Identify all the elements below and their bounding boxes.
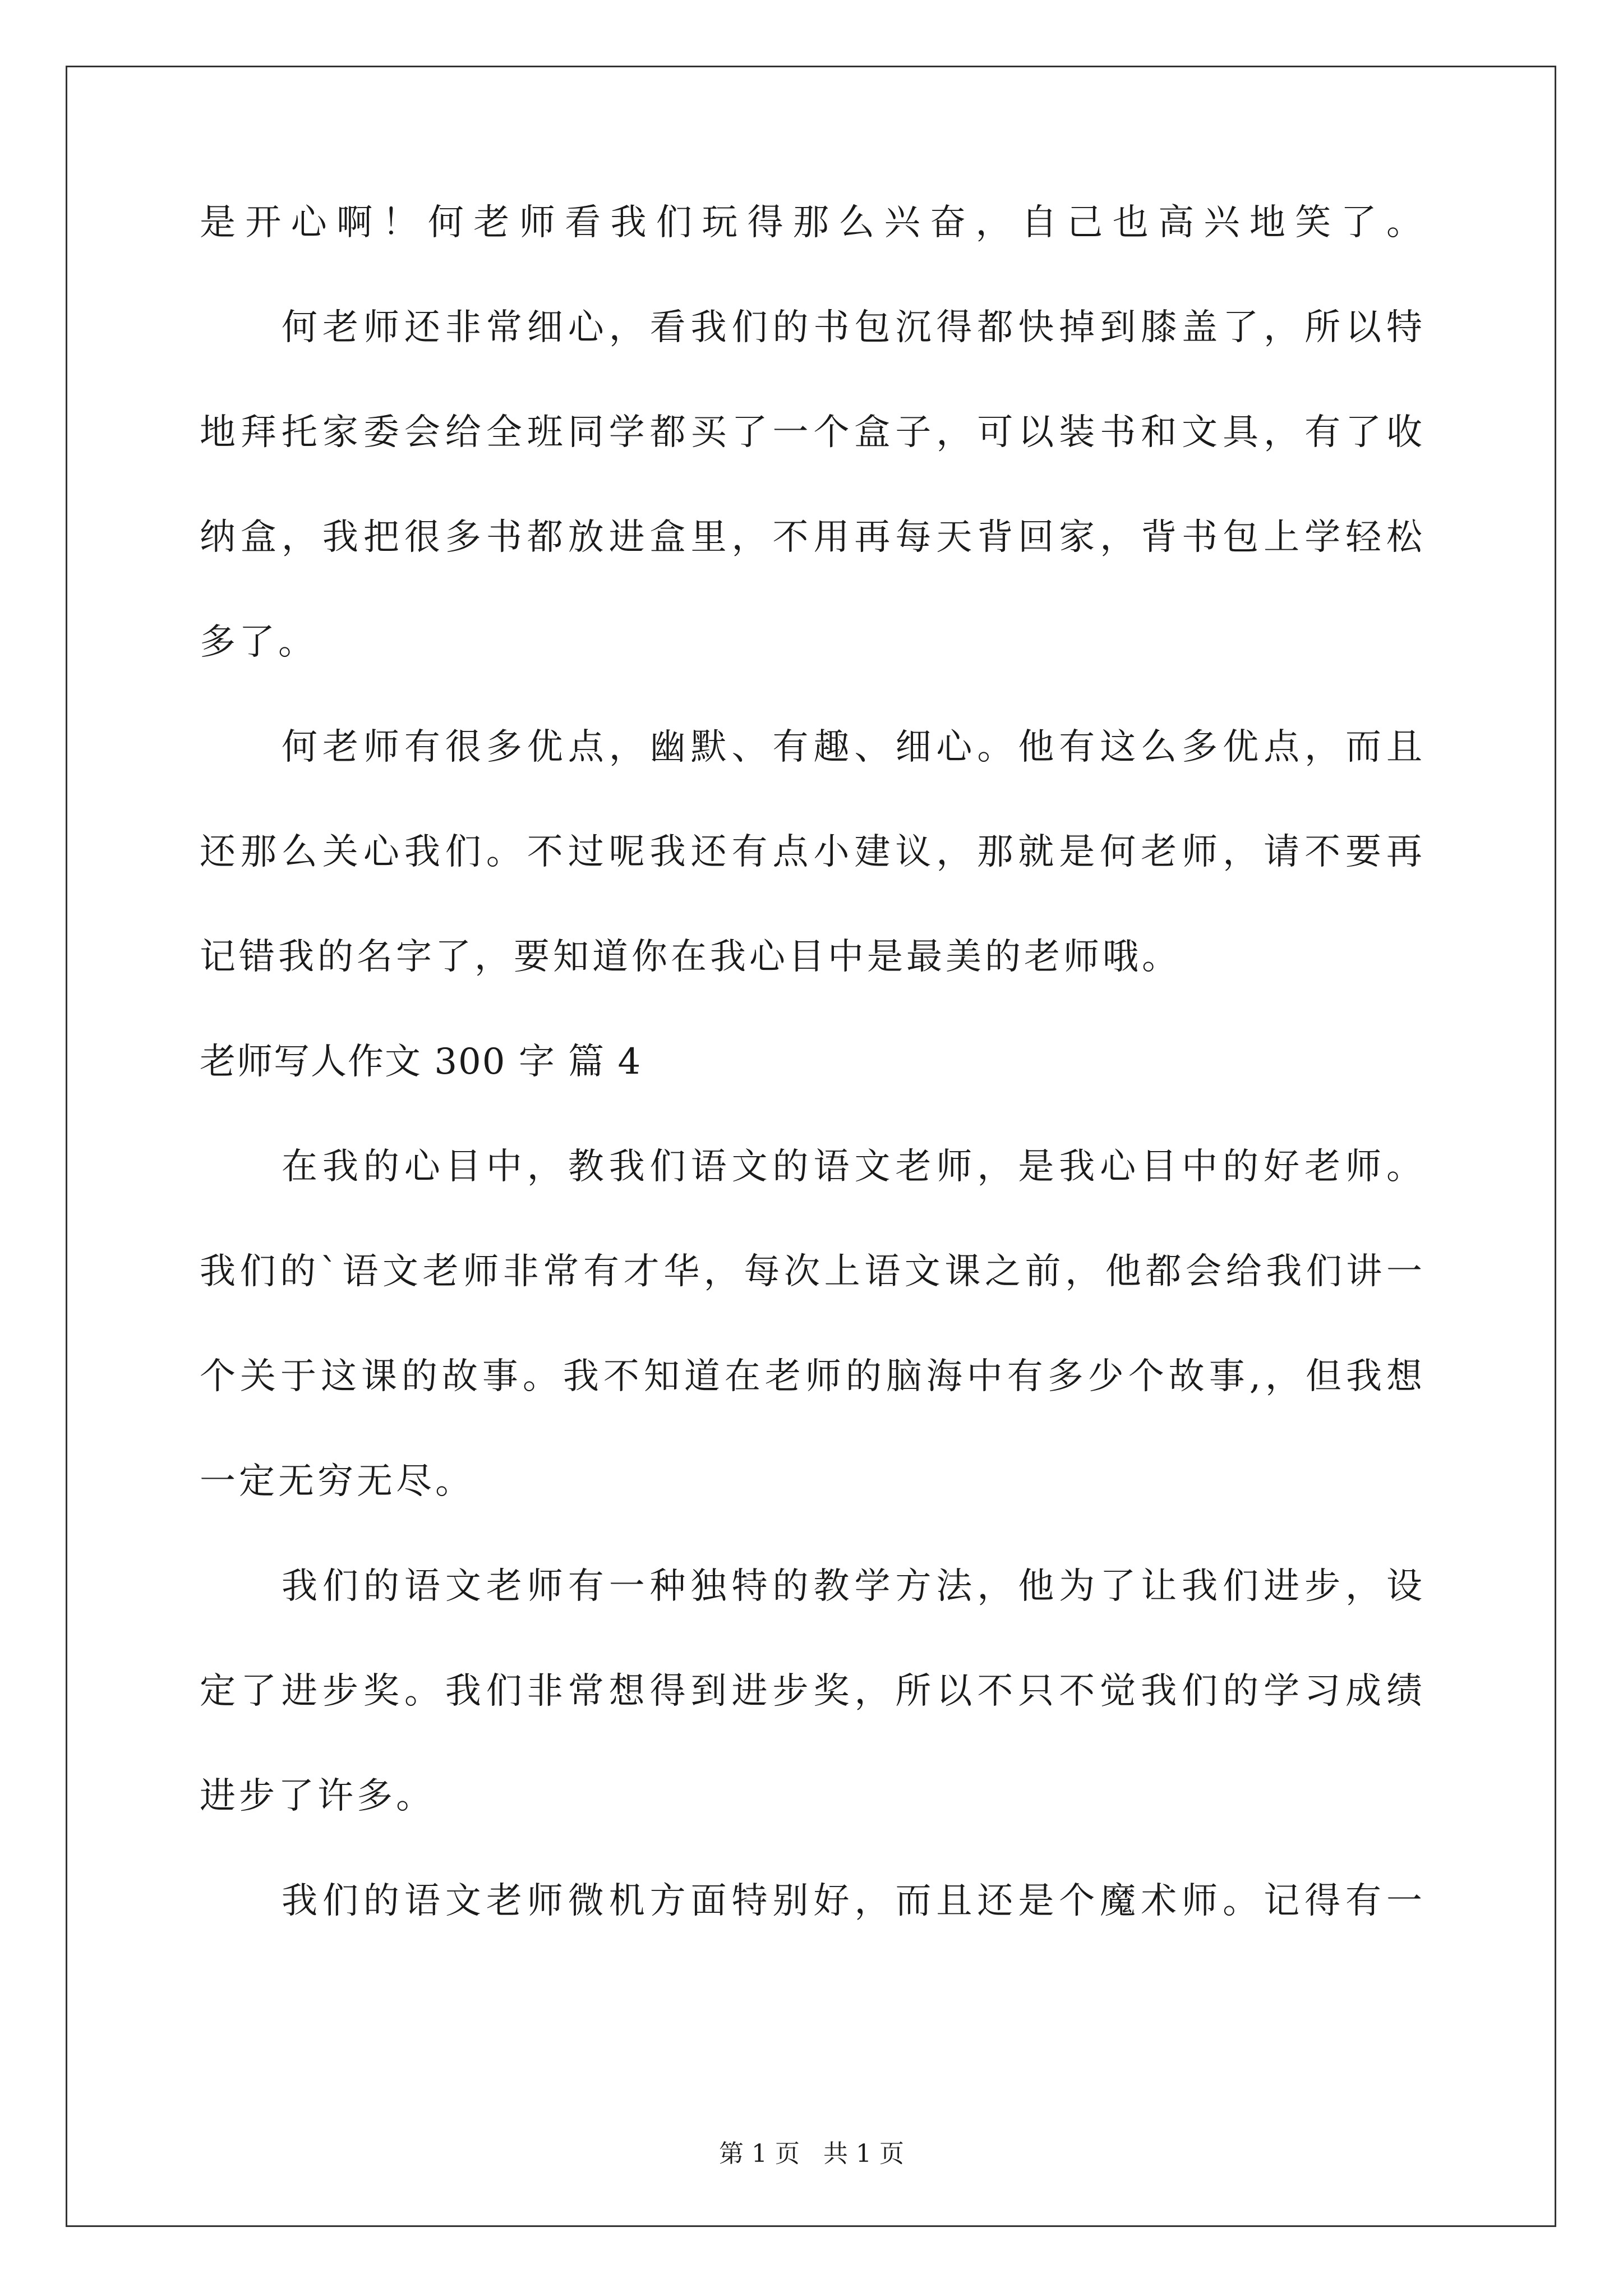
text-line: 地拜托家委会给全班同学都买了一个盒子，可以装书和文具，有了收 <box>200 412 1422 453</box>
text-line: 一定无穷无尽。 <box>200 1461 474 1502</box>
page-footer: 第 1 页 共 1 页 <box>719 2139 904 2168</box>
text-line: 个关于这课的故事。我不知道在老师的脑海中有多少个故事,，但我想 <box>200 1356 1422 1397</box>
text-line: 我们的`语文老师非常有才华，每次上语文课之前，他都会给我们讲一 <box>200 1251 1422 1292</box>
text-line: 记错我的名字了，要知道你在我心目中是最美的老师哦。 <box>200 936 1181 978</box>
section-heading: 老师写人作文 300 字 篇 4 <box>200 1041 642 1083</box>
text-line: 进步了许多。 <box>200 1775 435 1817</box>
text-line: 还那么关心我们。不过呢我还有点小建议，那就是何老师，请不要再 <box>200 831 1422 873</box>
text-line: 定了进步奖。我们非常想得到进步奖，所以不只不觉我们的学习成绩 <box>200 1671 1422 1712</box>
paragraph-line: 何老师有很多优点，幽默、有趣、细心。他有这么多优点，而且 <box>282 726 1422 768</box>
text-line: 多了。 <box>200 622 317 663</box>
paragraph-line: 在我的心目中，教我们语文的语文老师，是我心目中的好老师。 <box>282 1146 1422 1188</box>
paragraph-line: 我们的语文老师微机方面特别好，而且还是个魔术师。记得有一 <box>282 1880 1422 1922</box>
paragraph-line: 何老师还非常细心，看我们的书包沉得都快掉到膝盖了，所以特 <box>282 307 1422 348</box>
text-line: 纳盒，我把很多书都放进盒里，不用再每天背回家，背书包上学轻松 <box>200 517 1422 558</box>
paragraph-line: 我们的语文老师有一种独特的教学方法，他为了让我们进步，设 <box>282 1566 1422 1607</box>
text-line: 是开心啊！何老师看我们玩得那么兴奋，自己也高兴地笑了。 <box>200 202 1422 243</box>
